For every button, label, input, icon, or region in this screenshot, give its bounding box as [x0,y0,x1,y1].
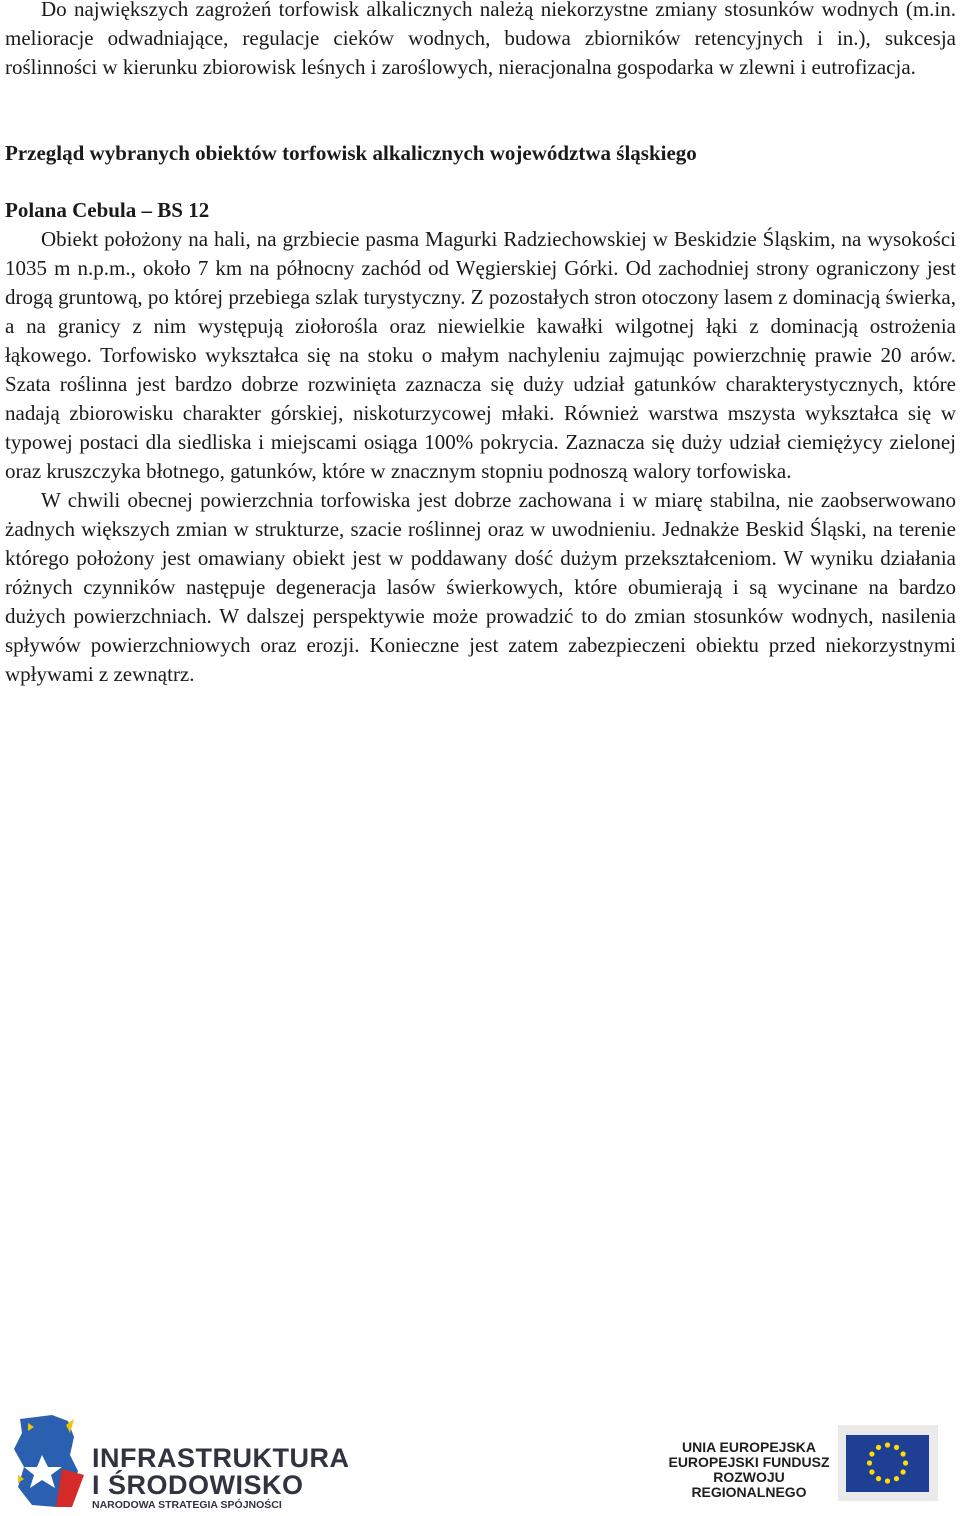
footer-logos [0,1405,960,1516]
eu-fund-wordmark: UNIA EUROPEJSKA EUROPEJSKI FUNDUSZ ROZWOJU REGIONALNEGO [668,1439,830,1500]
infrastruktura-logo [12,1415,350,1511]
site-status-paragraph: W chwili obecnej powierzchnia torfowiska jest dobrze zachowana i w miarę stabilna, nie zaobserwowano żadnych większych zmian w strukturze, szacie roślinnej oraz w uwodnieniu. Jednakże Beskid Śląski, na terenie którego położony jest omawiany obiekt jest w poddawany dość dużym przekształceniom. W wyniku działania różnych czynników następuje degeneracja lasów świerkowych, które obumierają i są wycinane na bardzo dużych powierzchniach. W dalszej perspektywie może prowadzić to do zmian stosunków wodnych, nasilenia spływów powierzchniowych oraz erozji. Konieczne jest zatem zabezpieczeni obiektu przed niekorzystnymi wpływami z zewnątrz. [5,488,956,686]
eu-flag-icon [846,1435,929,1492]
document-page [5,0,956,689]
infrastruktura-wordmark: INFRASTRUKTURA I ŚRODOWISKO [92,1443,350,1500]
intro-paragraph: Do największych zagrożeń torfowisk alkalicznych należą niekorzystne zmiany stosunków wodnych (m.in. melioracje odwadniające, regulacje cieków wodnych, budowa zbiorników retencyjnych i in.), sukcesja roślinności w kierunku zbiorowisk leśnych i zaroślowych, nieracjonalna gospodarka w zlewni i eutrofizacja. [5,0,956,79]
eu-flag-frame [838,1425,938,1501]
strategy-subtitle: NARODOWA STRATEGIA SPÓJNOŚCI [92,1499,282,1511]
eu-stars-icon [846,1435,929,1492]
poland-map-emblem-icon [12,1415,88,1511]
section-title: Przegląd wybranych obiektów torfowisk alkalicznych województwa śląskiego [5,141,697,165]
site-title: Polana Cebula – BS 12 [5,198,210,222]
site-description-paragraph: Obiekt położony na hali, na grzbiecie pasma Magurki Radziechowskiej w Beskidzie Śląskim, na wysokości 1035 m n.p.m., około 7 km na północny zachód od Węgierskiej Górki. Od zachodniej strony ograniczony jest drogą gruntową, po której przebiega szlak turystyczny. Z pozostałych stron otoczony lasem z dominacją świerka, a na granicy z nim występują ziołorośla oraz niewielkie kawałki wilgotnej łąki z dominacją ostrożenia łąkowego. Torfowisko wykształca się na stoku o małym nachyleniu zajmując powierzchnię prawie 20 arów. Szata roślinna jest bardzo dobrze rozwinięta zaznacza się duży udział gatunków charakterystycznych, które nadają zbiorowisku charakter górskiej, niskoturzycowej młaki. Również warstwa mszysta wykształca się w typowej postaci dla siedliska i miejscami osiąga 100% pokrycia. Zaznacza się duży udział ciemiężycy zielonej oraz kruszczyka błotnego, gatunków, które w znacznym stopniu podnoszą walory torfowiska. [5,227,956,483]
